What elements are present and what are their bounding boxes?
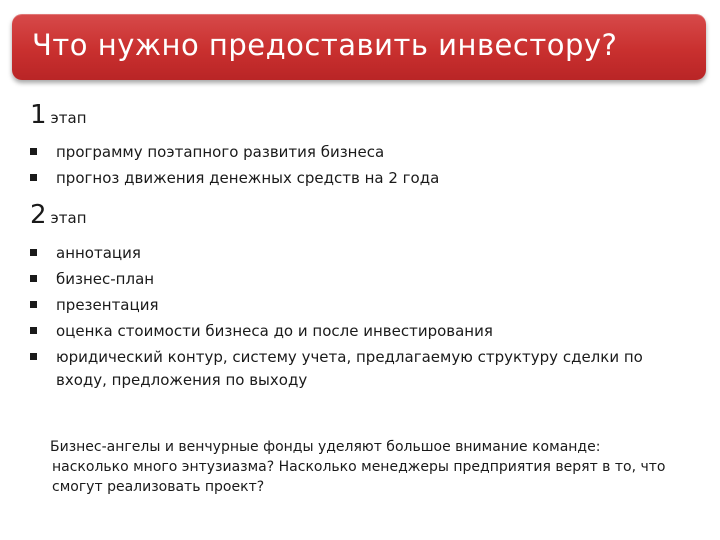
- note-line-1: Бизнес-ангелы и венчурные фонды уделяют большое внимание команде:: [50, 439, 601, 455]
- stage-1-label: этап: [50, 109, 87, 127]
- list-item: [30, 292, 686, 318]
- stage-1-list: [30, 139, 439, 191]
- square-bullet-icon: [30, 174, 37, 181]
- note-line-2: насколько много энтузиазма? Насколько менеджеры предприятия верят в то, что: [52, 459, 666, 475]
- list-item-text: оценка стоимости бизнеса до и после инвестирования: [56, 322, 493, 340]
- square-bullet-icon: [30, 148, 37, 155]
- list-item-text: программу поэтапного развития бизнеса: [56, 143, 385, 161]
- slide-title: Что нужно предоставить инвестору?: [32, 28, 618, 62]
- list-item: [30, 344, 686, 392]
- list-item-text: юридический контур, систему учета, предлагаемую структуру сделки по входу, предложения по выходу: [56, 348, 643, 389]
- square-bullet-icon: [30, 249, 37, 256]
- list-item: [30, 318, 686, 344]
- title-banner: [12, 14, 706, 80]
- list-item-text: аннотация: [56, 244, 141, 262]
- list-item: [30, 165, 439, 191]
- investor-note: [52, 437, 692, 497]
- stage-1-heading: [30, 100, 87, 130]
- note-line-3: смогут реализовать проект?: [52, 479, 265, 495]
- stage-2-label: этап: [50, 209, 87, 227]
- square-bullet-icon: [30, 275, 37, 282]
- list-item-text: бизнес-план: [56, 270, 155, 288]
- list-item: [30, 240, 686, 266]
- stage-1-number: 1: [30, 100, 47, 130]
- square-bullet-icon: [30, 301, 37, 308]
- stage-2-heading: [30, 200, 87, 230]
- square-bullet-icon: [30, 353, 37, 360]
- list-item-text: прогноз движения денежных средств на 2 года: [56, 169, 440, 187]
- list-item: [30, 266, 686, 292]
- stage-2-number: 2: [30, 200, 47, 230]
- square-bullet-icon: [30, 327, 37, 334]
- stage-2-list: [30, 240, 686, 392]
- list-item: [30, 139, 439, 165]
- list-item-text: презентация: [56, 296, 159, 314]
